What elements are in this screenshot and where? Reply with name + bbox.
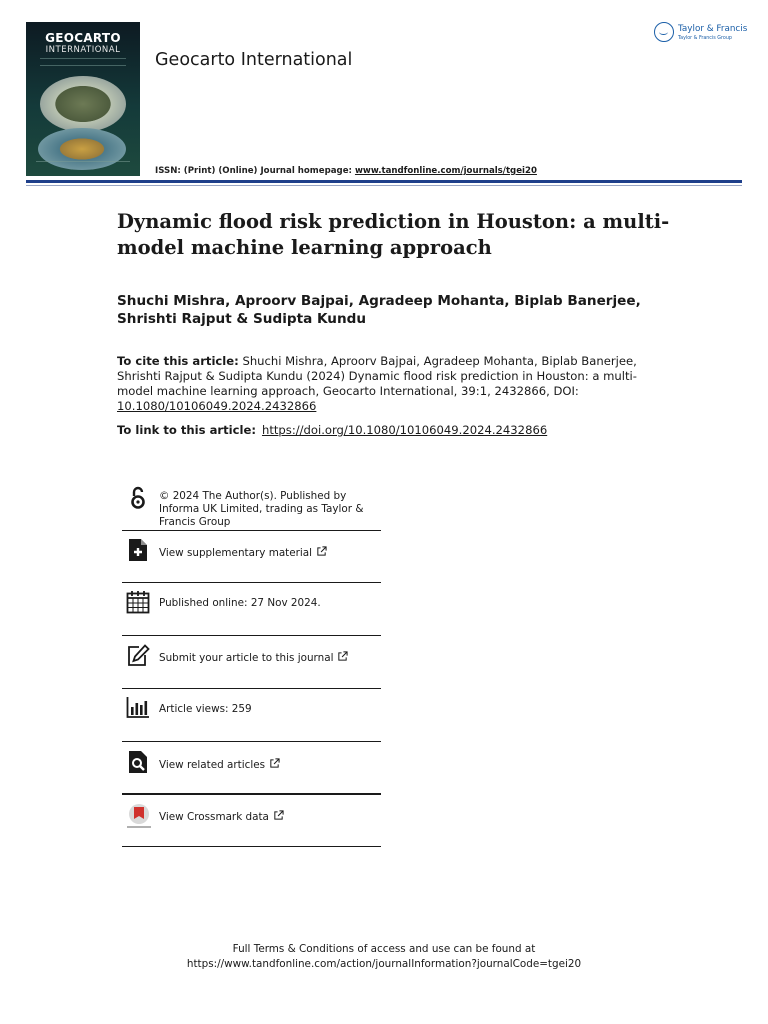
- header-rule-thin: [26, 185, 742, 186]
- copyright-text: © 2024 The Author(s). Published by Informa UK Limited, trading as Taylor & Francis Group: [159, 490, 364, 528]
- issn-text: ISSN: (Print) (Online) Journal homepage:: [155, 166, 355, 176]
- external-link-icon: [316, 546, 327, 557]
- external-link-icon: [269, 758, 280, 769]
- copyright-row: [122, 484, 381, 530]
- cover-subtitle: INTERNATIONAL: [45, 45, 121, 55]
- citation-block: [117, 354, 637, 414]
- cite-label: To cite this article:: [117, 354, 239, 368]
- panel-divider: [122, 530, 381, 531]
- published-row: [122, 588, 381, 634]
- supplementary-file-icon: [126, 538, 150, 562]
- crossmark-icon: [126, 803, 152, 831]
- cover-title: GEOCARTO: [45, 31, 121, 45]
- article-title: Dynamic flood risk prediction in Houston: a multi-model machine learning approach: [117, 210, 670, 259]
- external-link-icon: [337, 651, 348, 662]
- related-articles-link[interactable]: View related articles: [159, 759, 266, 771]
- journal-homepage-link[interactable]: www.tandfonline.com/journals/tgei20: [354, 166, 537, 176]
- issn-line: [155, 166, 537, 176]
- publisher-logo: [654, 22, 746, 48]
- panel-divider: [122, 846, 381, 847]
- related-articles-row[interactable]: [122, 746, 381, 794]
- terms-line: Full Terms & Conditions of access and use can be found at: [232, 943, 536, 955]
- supplementary-link[interactable]: View supplementary material: [159, 547, 313, 559]
- publisher-name: Taylor & Francis: [678, 24, 748, 34]
- external-link-icon: [273, 810, 284, 821]
- terms-url[interactable]: https://www.tandfonline.com/action/journalInformation?journalCode=tgei20: [186, 958, 582, 970]
- article-views-row: [122, 693, 381, 741]
- journal-cover: [26, 22, 140, 176]
- globe-image-top: [40, 76, 126, 132]
- cover-footer-decoration: [36, 161, 130, 170]
- crossmark-row[interactable]: [122, 799, 381, 847]
- cite-doi-link[interactable]: 10.1080/10106049.2024.2432866: [117, 399, 317, 413]
- article-link-line: [117, 423, 677, 438]
- journal-title: Geocarto International: [155, 50, 353, 70]
- panel-divider: [122, 582, 381, 583]
- submit-row[interactable]: [122, 640, 381, 688]
- cite-text: Shuchi Mishra, Aproorv Bajpai, Agradeep Mohanta, Biplab Banerjee, Shrishti Rajput & Sudipta Kundu (2024) Dynamic flood risk prediction in Houston: a multi-model machine learning approach, Geocarto International, 39:1, 2432866, DOI:: [117, 354, 637, 398]
- publisher-subname: Taylor & Francis Group: [678, 36, 732, 41]
- article-views-text: Article views: 259: [159, 703, 252, 715]
- panel-divider: [122, 635, 381, 636]
- open-access-icon: [126, 486, 150, 510]
- panel-divider: [122, 688, 381, 689]
- related-search-icon: [126, 750, 150, 774]
- panel-divider: [122, 793, 381, 795]
- bar-chart-icon: [126, 695, 150, 719]
- publisher-logo-icon: [654, 22, 674, 42]
- article-doi-link[interactable]: https://doi.org/10.1080/10106049.2024.2432866: [261, 423, 548, 437]
- submit-article-link[interactable]: Submit your article to this journal: [159, 652, 334, 664]
- published-date-text: Published online: 27 Nov 2024.: [159, 597, 321, 609]
- header-rule: [26, 180, 742, 183]
- calendar-icon: [126, 590, 150, 614]
- panel-divider: [122, 741, 381, 742]
- terms-footer: [134, 942, 634, 972]
- cover-decoration: [40, 58, 126, 66]
- crossmark-link[interactable]: View Crossmark data: [159, 811, 269, 823]
- article-authors: Shuchi Mishra, Aproorv Bajpai, Agradeep Mohanta, Biplab Banerjee, Shrishti Rajput & Sudipta Kundu: [117, 293, 641, 327]
- edit-icon: [126, 644, 150, 668]
- supplementary-row[interactable]: [122, 536, 381, 582]
- link-label: To link to this article:: [117, 423, 256, 437]
